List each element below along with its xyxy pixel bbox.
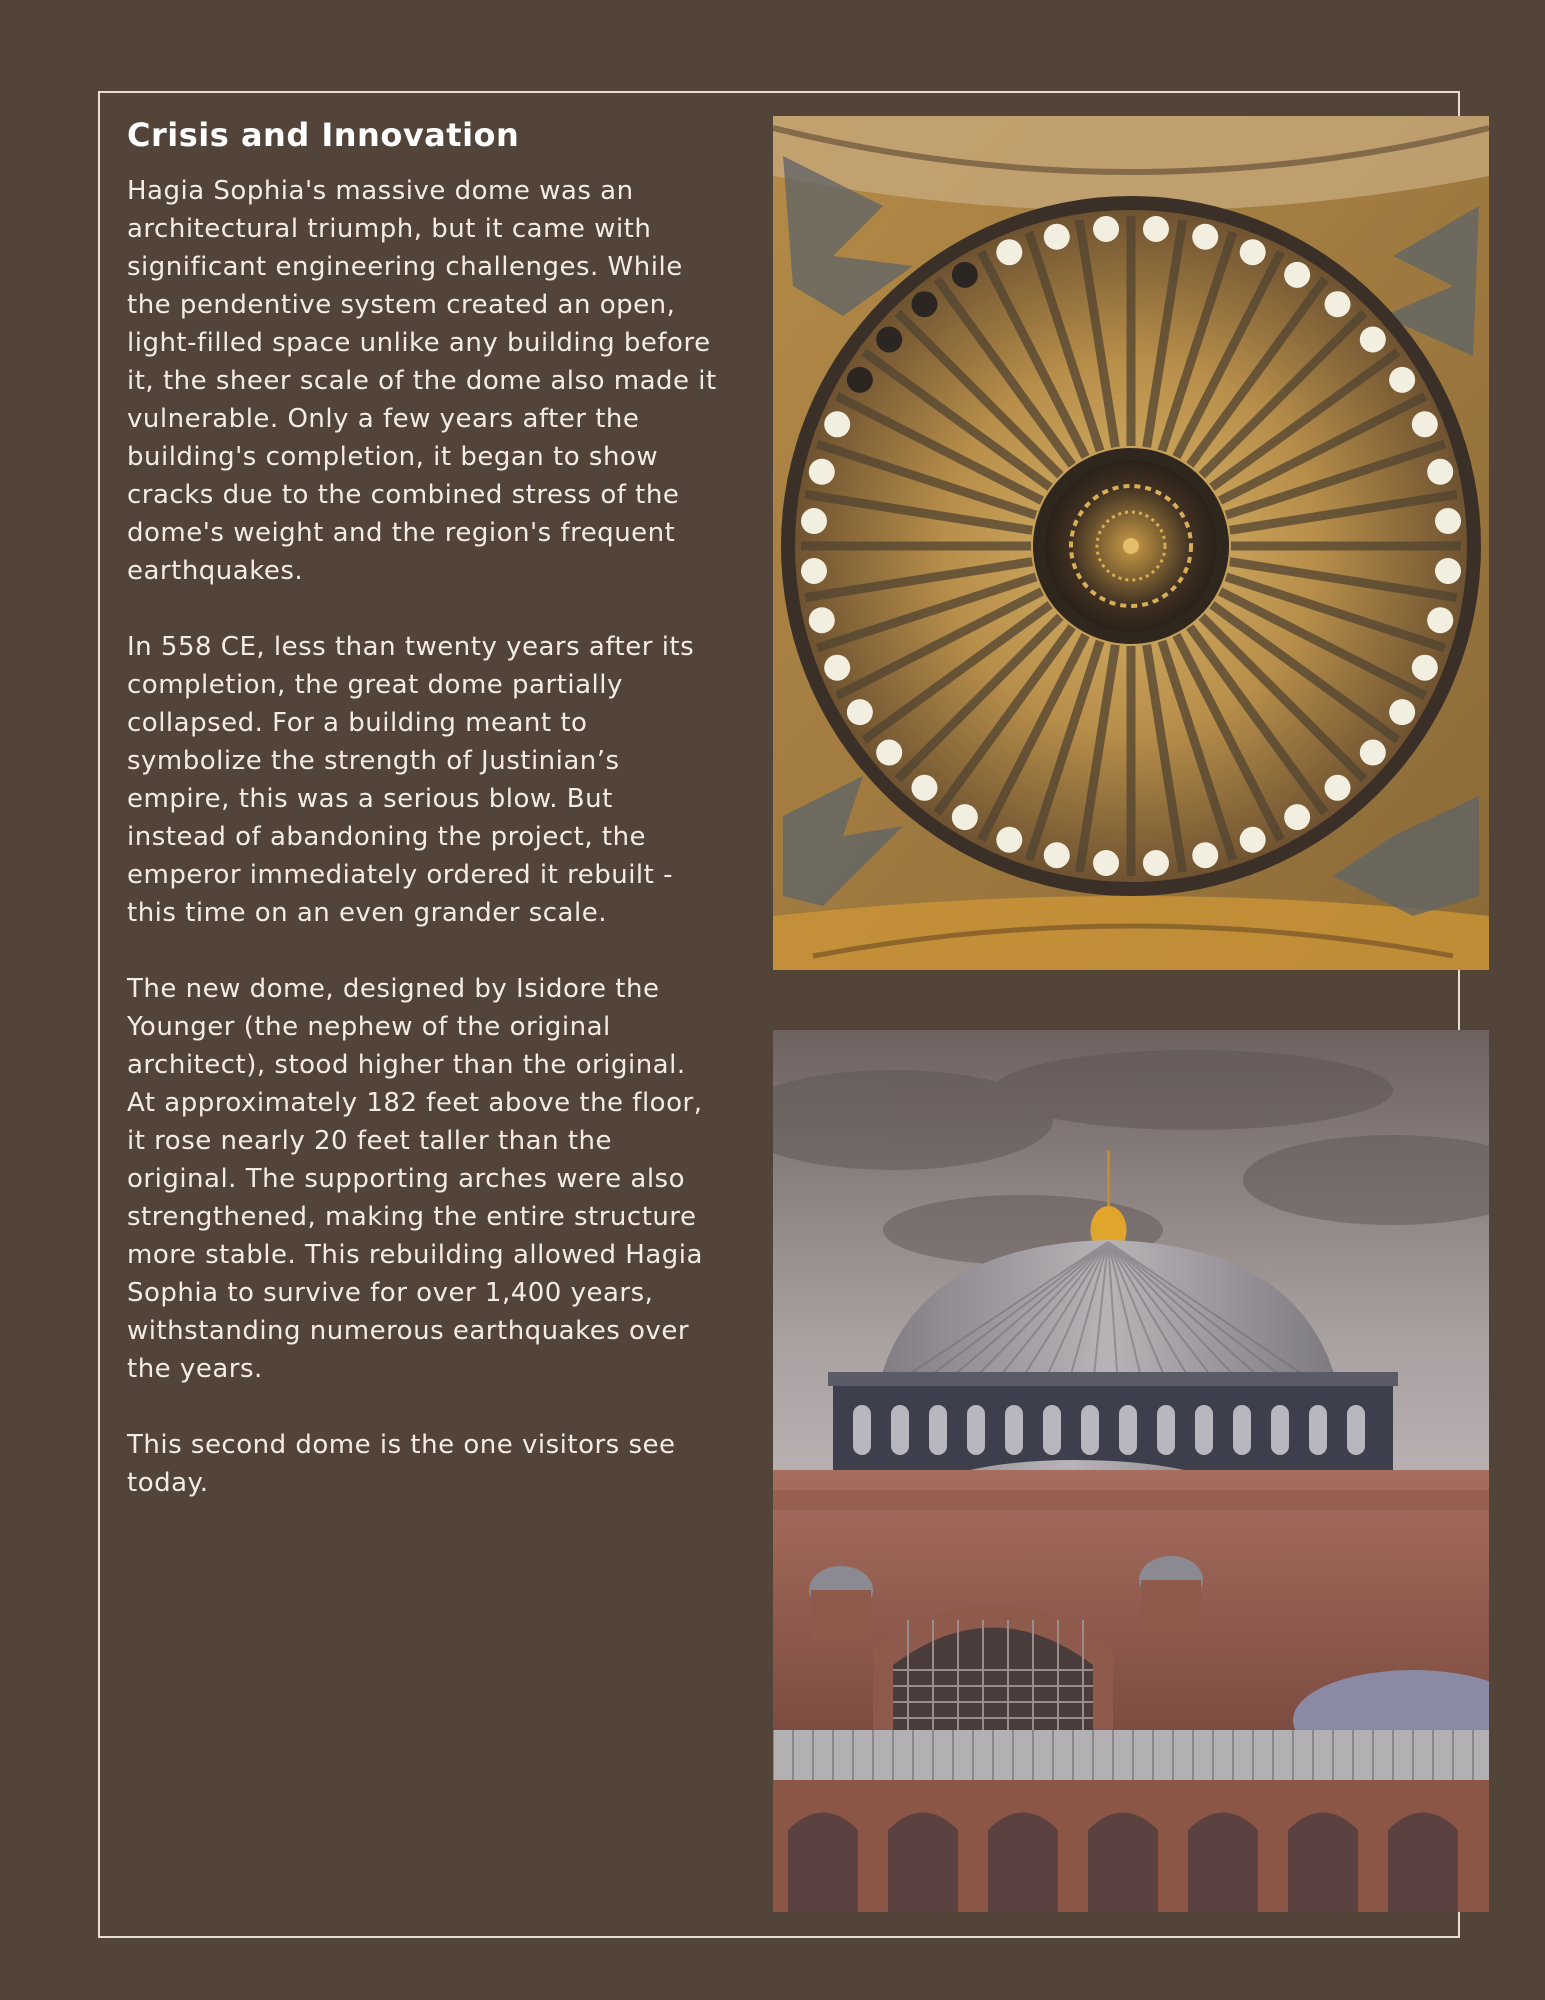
paragraph-4: This second dome is the one visitors see today. (127, 1430, 676, 1498)
paragraph-2: In 558 CE, less than twenty years after its completion, the great dome partially collapsed. For a building meant to symbolize the strength of Justinian’s empire, this was a serious blow. But instead of abandoning the project, the emperor immediately ordered it rebuilt - this time on an even grander scale. (127, 632, 695, 928)
section-title: Crisis and Innovation (127, 116, 520, 154)
dome-interior-photo (773, 116, 1489, 970)
hagia-sophia-exterior-photo (773, 1030, 1489, 1912)
paragraph-1: Hagia Sophia's massive dome was an architectural triumph, but it came with significant engineering challenges. While the pendentive system created an open, light-filled space unlike any building before it, the sheer scale of the dome also made it vulnerable. Only a few years after the building's completion, it began to show cracks due to the combined stress of the dome's weight and the region's frequent earthquakes. (127, 176, 717, 586)
paragraph-3: The new dome, designed by Isidore the Younger (the nephew of the original architect), stood higher than the original. At approximately 182 feet above the floor, it rose nearly 20 feet taller than the original. The supporting arches were also strengthened, making the entire structure more stable. This rebuilding allowed Hagia Sophia to survive for over 1,400 years, withstanding numerous earthquakes over the years. (127, 974, 703, 1384)
text-column (127, 112, 717, 1502)
